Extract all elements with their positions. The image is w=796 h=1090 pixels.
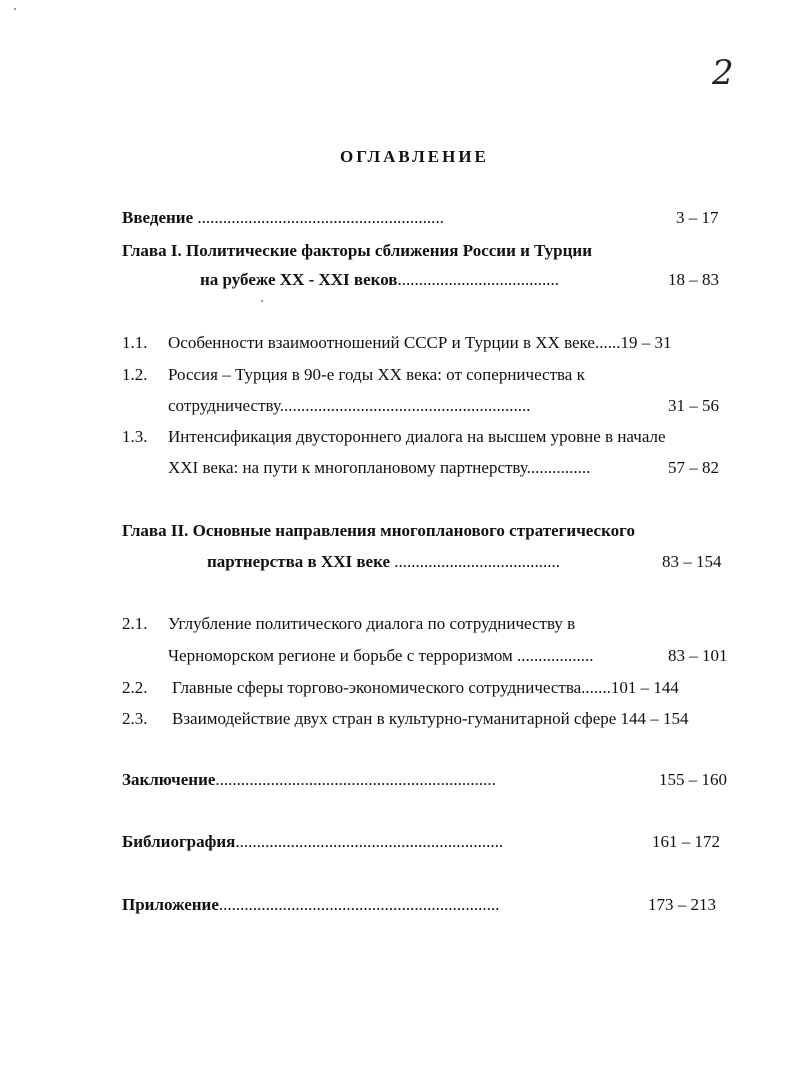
toc-dot-leader: ............................................................... <box>235 832 504 851</box>
section-number: 1.2. <box>122 365 148 384</box>
chapter-1-title-line1[interactable]: Глава I. Политические факторы сближения России и Турции <box>122 241 593 260</box>
toc-page-range: 173 – 213 <box>648 895 716 914</box>
toc-entry-2-1-line2[interactable]: Черноморском регионе и борьбе с терроризмом .................. <box>168 646 594 665</box>
section-number: 2.2. <box>122 678 148 697</box>
toc-dot-leader: ....................................... <box>390 552 560 571</box>
toc-entry-2-1-line1[interactable]: Углубление политического диалога по сотрудничеству в <box>168 614 576 633</box>
toc-entry-1-2-line1[interactable]: Россия – Турция в 90-е годы XX века: от соперничества к <box>168 365 585 384</box>
toc-dot-leader: .................................................................. <box>215 770 496 789</box>
handwritten-page-mark: 2 <box>712 53 734 93</box>
toc-entry-label: Введение <box>122 208 194 227</box>
toc-entry-2-2[interactable]: Главные сферы торгово-экономического сотрудничества.......101 – 144 <box>172 678 679 697</box>
scan-speck <box>14 8 16 10</box>
toc-entry-bibliography[interactable]: Библиография............................................................... <box>122 832 504 851</box>
toc-entry-1-1[interactable]: Особенности взаимоотношений СССР и Турции в XX веке......19 – 31 <box>168 333 672 352</box>
toc-dot-leader: .......................................................... <box>193 208 444 227</box>
chapter-1-title-line2[interactable]: на рубеже XX - XXI веков...................................... <box>200 270 559 289</box>
toc-entry-intro[interactable] <box>122 209 444 226</box>
toc-page-range: 57 – 82 <box>668 458 719 477</box>
toc-entry-1-3-line2[interactable]: XXI века: на пути к многоплановому партнерству............... <box>168 458 591 477</box>
toc-dot-leader: ........................................................... <box>279 396 531 415</box>
chapter-2-title-line2[interactable]: партнерства в XXI веке ....................................... <box>207 552 560 571</box>
toc-page-range: 83 – 154 <box>662 552 722 571</box>
toc-dot-leader: .................................................................. <box>218 895 500 914</box>
toc-page-range: 18 – 83 <box>668 270 719 289</box>
scan-speck <box>261 300 263 302</box>
toc-entry-2-3[interactable]: Взаимодействие двух стран в культурно-гуманитарной сфере 144 – 154 <box>172 709 689 728</box>
toc-page-range: 155 – 160 <box>659 770 727 789</box>
toc-dot-leader: .................. <box>512 646 594 665</box>
section-number: 2.3. <box>122 709 148 728</box>
section-number: 2.1. <box>122 614 148 633</box>
toc-entry-1-2-line2[interactable]: сотрудничеству........................................................... <box>168 396 531 415</box>
toc-page-range: 83 – 101 <box>668 646 728 665</box>
section-number: 1.3. <box>122 427 148 446</box>
toc-entry-appendix[interactable]: Приложение.................................................................. <box>122 895 500 914</box>
chapter-2-title-line1[interactable]: Глава II. Основные направления многопланового стратегического <box>122 521 635 540</box>
section-number: 1.1. <box>122 333 148 352</box>
toc-page-range: 3 – 17 <box>676 208 719 227</box>
toc-entry-conclusion[interactable]: Заключение.................................................................. <box>122 770 496 789</box>
page-title: ОГЛАВЛЕНИЕ <box>340 147 489 166</box>
toc-entry-1-3-line1[interactable]: Интенсификация двустороннего диалога на высшем уровне в начале <box>168 427 666 446</box>
toc-dot-leader: ...................................... <box>397 270 559 289</box>
toc-page-range: 161 – 172 <box>652 832 720 851</box>
toc-page-range: 31 – 56 <box>668 396 719 415</box>
